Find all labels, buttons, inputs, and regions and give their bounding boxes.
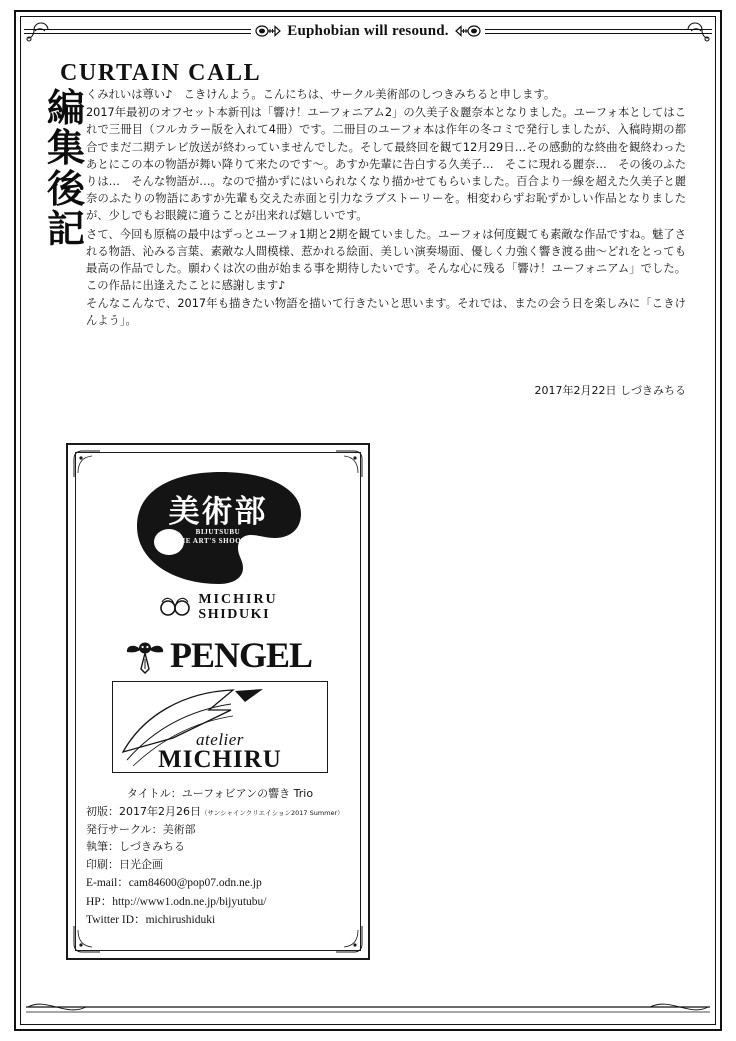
vertical-section-title (44, 85, 88, 251)
credit-row-printer (86, 856, 354, 874)
credit-label-author: 執筆： (86, 840, 119, 854)
credit-row-homepage (86, 893, 354, 912)
double-o-icon (158, 596, 192, 620)
credit-label-twitter: Twitter ID： (86, 914, 146, 927)
palette-romaji (125, 528, 311, 546)
banner-center (251, 23, 484, 40)
credit-value-printer: 日光企画 (119, 858, 163, 872)
credit-label-email: E-mail： (86, 877, 129, 890)
afterword-paragraph-4: そんなこんなで、2017年も描きたい物語を描いて行きたいと思います。それでは、またの会う日を楽しみに「こきけんよう」。 (86, 297, 686, 328)
credit-value-author: しづきみちる (119, 840, 185, 854)
credit-label-circle: 発行サークル： (86, 822, 163, 836)
credit-value-twitter: michirushiduki (145, 914, 216, 927)
pengel-logo (68, 631, 368, 679)
vertical-char-2: 集 (46, 125, 85, 171)
vertical-char-4: 記 (46, 205, 85, 251)
credit-value-email: cam84600@pop07.odn.ne.jp (128, 877, 262, 890)
credit-value-homepage: http://www1.odn.ne.jp/bijyutubu/ (112, 895, 267, 908)
credit-row-email (86, 874, 354, 893)
credit-label-edition: 初版： (86, 804, 119, 818)
vertical-char-3: 後 (46, 165, 85, 211)
vertical-char-1: 編 (46, 85, 85, 130)
michiru-shiduki-wordmark (68, 585, 368, 631)
michiru-word: MICHIRU (158, 746, 282, 773)
afterword-paragraph-1: くみれいは尊い♪ こきけんよう。こんにちは、サークル美術部のしつきみちると申します。 (86, 88, 556, 101)
credit-label-printer: 印刷： (86, 858, 119, 872)
credit-value-title: ユーフォビアンの響き Trio (181, 787, 314, 800)
author-signature: 2017年2月22日 しづきみちる (534, 384, 686, 397)
banner-title: Euphobian will resound. (287, 22, 449, 39)
wordmark-line2: SHIDUKI (198, 607, 271, 622)
credit-value-edition: 2017年2月26日 (119, 804, 201, 818)
palette-romaji-line1: BIJUTSUBU (195, 528, 241, 536)
palette-kanji: 美術部 (168, 494, 268, 530)
flourish-ornament-right-icon (684, 18, 710, 44)
colophon-panel (66, 443, 370, 960)
bottom-ornament (26, 997, 710, 1023)
credit-row-twitter (86, 911, 354, 930)
pengel-text: PENGEL (169, 635, 313, 675)
page-title: CURTAIN CALL (60, 60, 262, 86)
credit-label-title: タイトル： (126, 787, 182, 800)
afterword-paragraph-2: 2017年最初のオフセット本新刊は「響け！ユーフォニアム2」の久美子＆麗奈本となりました。ユーフォ本としてはこれで三冊目（フルカラー版を入れて4冊）です。二冊目のユーフォ本は作年の冬コミで発行しましたが、入稿時期の都合でまだ二期テレビ放送が終わっていませんでした。そして最終回を観て12月29日…その感動的な終曲を観終わったあとにこの本の物語が舞い降りて来たのです～。あすか先輩に告白する久美子… そこに現れる麗奈… その後のふたりは… そんな物語が…。なので描かずにはいられなくなり描かせてもらいました。百合より一線を超えた久美子と麗奈のふたりの物語にあすか先輩も交えた赤面と引力なラブストーリーを。相変わらずお恥ずかしい作品となりましたが、少しでもお眼鏡に適うことが出来れば嬉しいです。 (86, 106, 686, 223)
flourish-ornament-left-icon (26, 18, 52, 44)
trumpet-icon (255, 24, 281, 38)
atelier-michiru-logo (112, 681, 328, 773)
circle-logo (68, 467, 368, 587)
winged-pen-icon (124, 635, 166, 675)
afterword-body (86, 86, 686, 331)
trumpet-icon-right (455, 24, 481, 38)
credit-row-author (86, 838, 354, 856)
colophon-credits (86, 785, 354, 930)
credit-note-edition: （サンシャインクリエイション2017 Summer） (201, 808, 344, 817)
wordmark-line1: MICHIRU (198, 592, 278, 608)
credit-value-circle: 美術部 (162, 822, 196, 836)
credit-row-title (86, 785, 354, 803)
credit-label-homepage: HP： (86, 895, 113, 908)
credit-row-edition (86, 803, 354, 821)
wordmark-text (198, 593, 277, 622)
afterword-paragraph-3: さて、今回も原稿の最中はずっとユーフォ1期と2期を観ていました。ユーフォは何度観ても素敵な作品ですね。魅了される物語、沁みる言葉、素敵な人間模様、惹かれる絵面、美しい演奏場面、優しく力強く響き渡る曲～どれをとっても最高の作品でした。願わくは次の曲が始まる事を期待したいです。そんな心に残る「響け！ユーフォニアム」でした。この作品に出逢えたことに感謝します♪ (86, 227, 686, 292)
banner-rule-right (485, 27, 712, 35)
banner-rule-left (24, 27, 251, 35)
palette-romaji-line2: THE ART'S SHOOTING (174, 536, 262, 545)
palette-logo-box (125, 468, 311, 586)
credit-row-circle (86, 821, 354, 839)
atelier-word: atelier (196, 730, 244, 749)
top-banner (24, 16, 712, 46)
